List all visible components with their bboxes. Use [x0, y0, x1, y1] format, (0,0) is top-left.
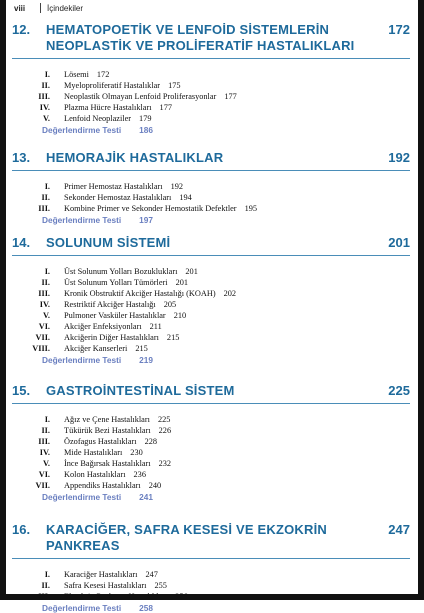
chapter-heading[interactable]: [12, 522, 410, 554]
evaluation-test-label: Değerlendirme Testi: [42, 492, 122, 502]
entry-title: İnce Bağırsak Hastalıkları: [64, 459, 151, 468]
entry-roman-numeral: I.: [44, 570, 50, 579]
toc-entry[interactable]: [12, 414, 410, 425]
toc-entry[interactable]: [12, 113, 410, 124]
toc-entry[interactable]: [12, 192, 410, 203]
entry-page-number: 236: [133, 470, 146, 479]
entry-roman-numeral: I.: [44, 182, 50, 191]
entry-title: Üst Solunum Yolları Bozuklukları: [64, 267, 178, 276]
toc-entry[interactable]: [12, 580, 410, 591]
chapter-page-number: 247: [388, 522, 410, 537]
entry-page-number: 201: [175, 278, 189, 287]
toc-entry[interactable]: [12, 321, 410, 332]
chapter-title: KARACİĞER, SAFRA KESESİ VE EKZOKRİN PANKREAS: [46, 522, 327, 553]
running-head-separator: [40, 3, 41, 13]
entry-title: Ağız ve Çene Hastalıkları: [64, 415, 150, 424]
frame-right-edge: [418, 0, 424, 600]
entry-page-number: 215: [135, 344, 148, 353]
evaluation-test-entry[interactable]: [42, 355, 410, 365]
entry-page-number: 194: [179, 193, 192, 202]
evaluation-test-label: Değerlendirme Testi: [42, 215, 122, 225]
chapter-title: HEMATOPOETİK VE LENFOİD SİSTEMLERİN NEOPLASTİK VE PROLİFERATİF HASTALIKLARI: [46, 22, 355, 53]
toc-entry[interactable]: [12, 203, 410, 214]
running-head: [14, 2, 83, 14]
chapter-title: GASTROİNTESTİNAL SİSTEM: [46, 383, 235, 398]
entry-title: Akciğer Kanserleri: [64, 344, 128, 353]
entry-list: [12, 569, 410, 613]
entry-list: [12, 414, 410, 502]
evaluation-test-page: 197: [139, 215, 153, 225]
toc-entry[interactable]: [12, 469, 410, 480]
toc-entry[interactable]: [12, 425, 410, 436]
entry-roman-numeral: III.: [38, 437, 50, 446]
entry-roman-numeral: VII.: [35, 481, 50, 490]
entry-page-number: 195: [244, 204, 258, 213]
entry-roman-numeral: IV.: [39, 448, 50, 457]
toc-entry[interactable]: [12, 447, 410, 458]
entry-roman-numeral: II.: [41, 193, 50, 202]
entry-page-number: 211: [149, 322, 162, 331]
entry-roman-numeral: II.: [41, 81, 50, 90]
toc-entry[interactable]: [12, 69, 410, 80]
chapter-title: SOLUNUM SİSTEMİ: [46, 235, 171, 250]
entry-page-number: 240: [148, 481, 162, 490]
toc-entry[interactable]: [12, 181, 410, 192]
toc-entry[interactable]: [12, 458, 410, 469]
entry-roman-numeral: I.: [44, 415, 50, 424]
entry-roman-numeral: V.: [43, 459, 50, 468]
entry-title: Özofagus Hastalıkları: [64, 437, 137, 446]
entry-roman-numeral: I.: [44, 70, 50, 79]
entry-roman-numeral: IV.: [39, 300, 50, 309]
toc-entry[interactable]: [12, 436, 410, 447]
entry-roman-numeral: V.: [43, 311, 50, 320]
chapter-number: 15.: [12, 383, 31, 398]
entry-roman-numeral: III.: [38, 204, 50, 213]
entry-roman-numeral: IV.: [39, 103, 50, 112]
entry-roman-numeral: V.: [43, 114, 50, 123]
entry-title: Lösemi: [64, 70, 89, 79]
running-head-title: İçindekiler: [47, 3, 84, 13]
entry-page-number: 201: [185, 267, 198, 276]
evaluation-test-page: 219: [139, 355, 153, 365]
chapter-section: [12, 383, 410, 502]
toc-entry[interactable]: [12, 310, 410, 321]
entry-page-number: 179: [139, 114, 152, 123]
entry-list: [12, 69, 410, 135]
entry-title: Kolon Hastalıkları: [64, 470, 126, 479]
entry-page-number: 177: [159, 103, 172, 112]
entry-page-number: 202: [223, 289, 237, 298]
toc-entry[interactable]: [12, 102, 410, 113]
chapter-rule: [12, 403, 410, 404]
chapter-page-number: 192: [388, 150, 410, 165]
evaluation-test-entry[interactable]: [42, 603, 410, 613]
entry-page-number: 228: [144, 437, 158, 446]
toc-entry[interactable]: [12, 332, 410, 343]
running-head-page: viii: [14, 3, 26, 13]
entry-title: Sekonder Hemostaz Hastalıkları: [64, 193, 172, 202]
entry-page-number: 205: [163, 300, 177, 309]
evaluation-test-page: 241: [139, 492, 153, 502]
entry-title: Lenfoid Neoplaziler: [64, 114, 132, 123]
chapter-number: 13.: [12, 150, 31, 165]
entry-title: Mide Hastalıkları: [64, 448, 123, 457]
entry-title: Myeloproliferatif Hastalıklar: [64, 81, 161, 90]
entry-roman-numeral: VI.: [38, 322, 50, 331]
entry-title: Tükürük Bezi Hastalıkları: [64, 426, 151, 435]
entry-title: Pulmoner Vasküler Hastalıklar: [64, 311, 166, 320]
entry-page-number: 192: [170, 182, 184, 191]
chapter-number: 14.: [12, 235, 31, 250]
entry-roman-numeral: II.: [41, 581, 50, 590]
chapter-section: [12, 235, 410, 365]
entry-title: Plazma Hücre Hastalıkları: [64, 103, 152, 112]
entry-roman-numeral: VI.: [38, 470, 50, 479]
toc-entry[interactable]: [12, 299, 410, 310]
entry-title: Üst Solunum Yolları Tümörleri: [64, 278, 168, 287]
entry-roman-numeral: II.: [41, 278, 50, 287]
toc-entry[interactable]: [12, 80, 410, 91]
entry-page-number: 255: [154, 581, 167, 590]
toc-entry[interactable]: [12, 569, 410, 580]
entry-roman-numeral: III.: [38, 289, 50, 298]
chapter-rule: [12, 558, 410, 559]
entry-roman-numeral: II.: [41, 426, 50, 435]
chapter-page-number: 201: [388, 235, 410, 250]
frame-bottom-edge: [0, 594, 424, 600]
entry-page-number: 175: [168, 81, 181, 90]
entry-page-number: 215: [166, 333, 180, 342]
chapter-section: [12, 150, 410, 225]
toc-entry[interactable]: [12, 343, 410, 354]
entry-roman-numeral: VII.: [35, 333, 50, 342]
entry-page-number: 232: [158, 459, 172, 468]
chapter-rule: [12, 255, 410, 256]
entry-page-number: 225: [157, 415, 171, 424]
entry-page-number: 230: [130, 448, 143, 457]
chapter-number: 12.: [12, 22, 31, 37]
chapter-heading[interactable]: [12, 383, 410, 399]
entry-roman-numeral: VIII.: [32, 344, 50, 353]
evaluation-test-entry[interactable]: [42, 125, 410, 135]
entry-title: Akciğer Enfeksiyonları: [64, 322, 142, 331]
chapter-heading[interactable]: [12, 150, 410, 166]
entry-title: Kombine Primer ve Sekonder Hemostatik Defektler: [64, 204, 237, 213]
chapter-section: [12, 22, 410, 135]
entry-title: Restriktif Akciğer Hastalığı: [64, 300, 156, 309]
entry-list: [12, 181, 410, 225]
entry-title: Kronik Obstruktif Akciğer Hastalığı (KOAH): [64, 289, 216, 298]
chapter-heading[interactable]: [12, 235, 410, 251]
frame-left-edge: [0, 0, 6, 600]
entry-page-number: 226: [158, 426, 172, 435]
chapter-page-number: 172: [388, 22, 410, 37]
evaluation-test-entry[interactable]: [42, 492, 410, 502]
toc-entry[interactable]: [12, 277, 410, 288]
entry-title: Neoplastik Olmayan Lenfoid Proliferasyonlar: [64, 92, 217, 101]
entry-title: Appendiks Hastalıkları: [64, 481, 141, 490]
toc-entry[interactable]: [12, 288, 410, 299]
entry-title: Akciğerin Diğer Hastalıkları: [64, 333, 159, 342]
entry-roman-numeral: III.: [38, 92, 50, 101]
entry-page-number: 247: [145, 570, 158, 579]
entry-list: [12, 266, 410, 365]
toc-entry[interactable]: [12, 91, 410, 102]
evaluation-test-label: Değerlendirme Testi: [42, 125, 122, 135]
chapter-page-number: 225: [388, 383, 410, 398]
evaluation-test-entry[interactable]: [42, 215, 410, 225]
evaluation-test-page: 258: [139, 603, 153, 613]
toc-entry[interactable]: [12, 266, 410, 277]
toc-page: [6, 0, 418, 613]
entry-title: Safra Kesesi Hastalıkları: [64, 581, 147, 590]
evaluation-test-label: Değerlendirme Testi: [42, 355, 122, 365]
entry-page-number: 210: [173, 311, 187, 320]
toc-entry[interactable]: [12, 480, 410, 491]
entry-page-number: 177: [224, 92, 237, 101]
chapter-rule: [12, 58, 410, 59]
chapter-number: 16.: [12, 522, 31, 537]
chapter-title: HEMORAJİK HASTALIKLAR: [46, 150, 224, 165]
evaluation-test-page: 186: [139, 125, 153, 135]
entry-page-number: 172: [96, 70, 110, 79]
chapter-rule: [12, 170, 410, 171]
entry-roman-numeral: I.: [44, 267, 50, 276]
entry-title: Primer Hemostaz Hastalıkları: [64, 182, 163, 191]
entry-title: Karaciğer Hastalıkları: [64, 570, 138, 579]
evaluation-test-label: Değerlendirme Testi: [42, 603, 122, 613]
chapter-heading[interactable]: [12, 22, 410, 54]
